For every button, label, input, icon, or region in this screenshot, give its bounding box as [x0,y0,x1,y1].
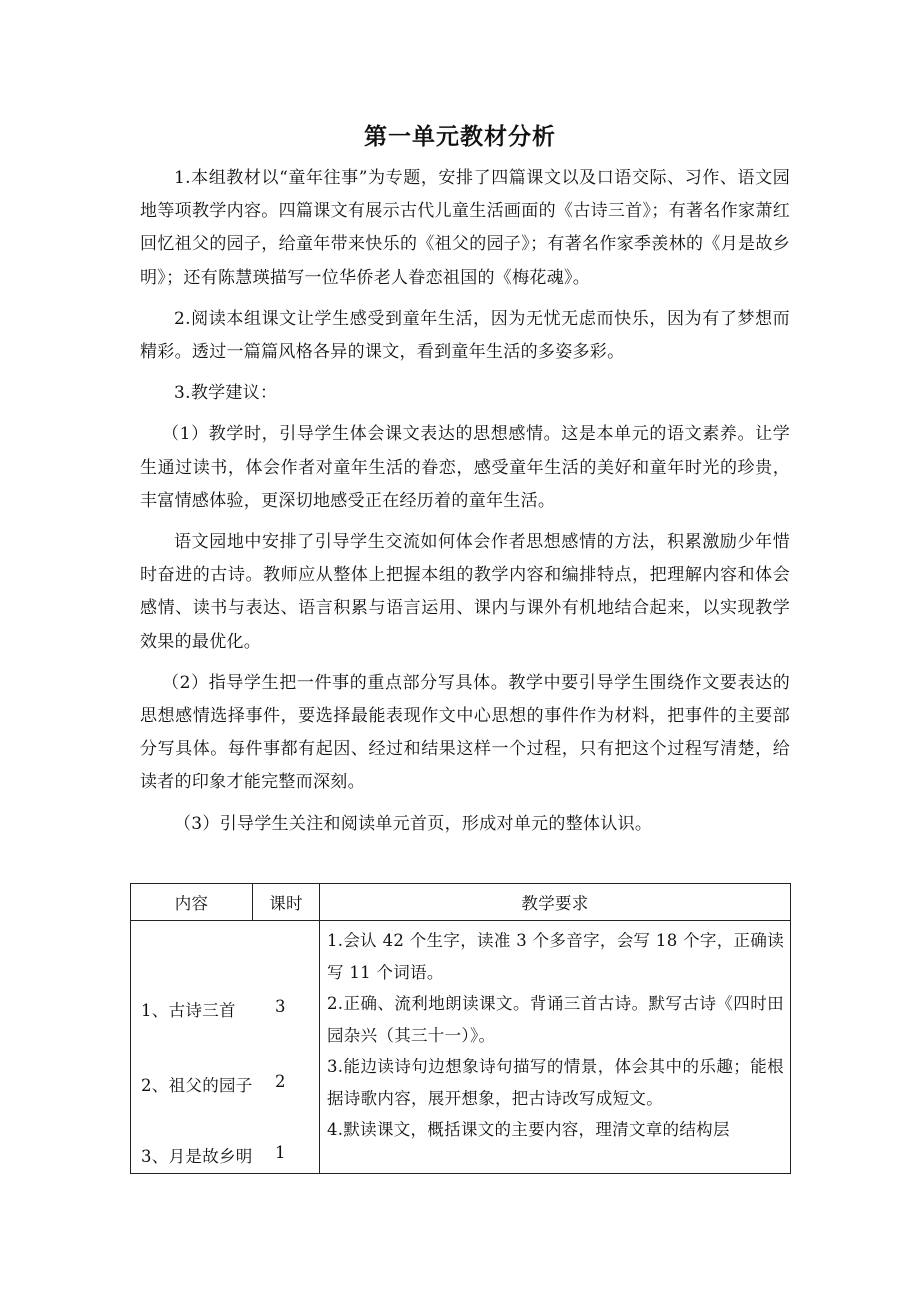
paragraph-theme: 1.本组教材以“童年往事”为专题，安排了四篇课文以及口语交际、习作、语文园地等项教学内容。四篇课文有展示古代儿童生活画面的《古诗三首》；有著名作家萧红回忆祖父的园子，给童年带来快乐的《祖父的园子》；有著名作家季羡林的《月是故乡明》；还有陈慧瑛描写一位华侨老人眷恋祖国的《梅花魂》。 [140,168,790,288]
requirement-item: 3.能边读诗句边想象诗句描写的情景，体会其中的乐趣；能根据诗歌内容，展开想象，把古诗改写成短文。 [327,1057,784,1108]
lesson-hours: 3 [275,997,286,1016]
lesson-item [141,1143,286,1167]
requirement-item: 4.默读课文，概括课文的主要内容，理清文章的结构层 [327,1120,730,1139]
paragraph-yuwen-yuandi: 语文园地中安排了引导学生交流如何体会作者思想感情的方法，积累激励少年惜时奋进的古诗。教师应从整体上把握本组的教学内容和编排特点，把理解内容和体会感情、读书与表达、语言积累与语言运用、课内与课外有机地结合起来，以实现教学效果的最优化。 [140,532,790,652]
lesson-name: 3、月是故乡明 [141,1147,253,1166]
lesson-hours: 2 [275,1072,286,1091]
paragraph-suggestion-1: （1）教学时，引导学生体会课文表达的思想感情。这是本单元的语文素养。让学生通过读书，体会作者对童年生活的眷恋，感受童年生活的美好和童年时光的珍贵，丰富情感体验，更深切地感受正在经历着的童年生活。 [140,424,790,511]
header-content: 内容 [131,884,253,921]
paragraph-reading-goal: 2.阅读本组课文让学生感受到童年生活，因为无忧无虑而快乐，因为有了梦想而精彩。透过一篇篇风格各异的课文，看到童年生活的多姿多彩。 [140,308,790,363]
paragraph-suggestions-heading: 3.教学建议： [174,383,278,404]
analysis-body [140,162,790,841]
header-requirements: 教学要求 [320,884,791,921]
lesson-name: 2、祖父的园子 [141,1076,253,1095]
page-title: 第一单元教材分析 [364,124,556,150]
lesson-hours: 1 [275,1143,286,1162]
paragraph-suggestion-2: （2）指导学生把一件事的重点部分写具体。教学中要引导学生围绕作文要表达的思想感情选择事件，要选择最能表现作文中心思想的事件作为材料，把事件的主要部分写具体。每件事都有起因、经过和结果这样一个过程，只有把这个过程写清楚，给读者的印象才能完整而深刻。 [140,672,790,793]
teaching-requirements-table [130,883,791,1174]
requirement-item: 1.会认 42 个生字，读准 3 个多音字，会写 18 个字，正确读写 11 个词语。 [327,931,784,982]
table-header-row [131,884,791,921]
lesson-name: 1、古诗三首 [141,1001,236,1020]
lesson-item [141,997,286,1021]
header-hours: 课时 [253,884,320,921]
lessons-cell [131,921,320,1174]
requirement-item: 2.正确、流利地朗读课文。背诵三首古诗。默写古诗《四时田园杂兴（其三十一）》。 [327,994,784,1045]
requirements-cell [320,921,791,1174]
table-row [131,921,791,1174]
lesson-item [141,1072,286,1096]
paragraph-suggestion-3: （3）引导学生关注和阅读单元首页，形成对单元的整体认识。 [174,813,653,834]
